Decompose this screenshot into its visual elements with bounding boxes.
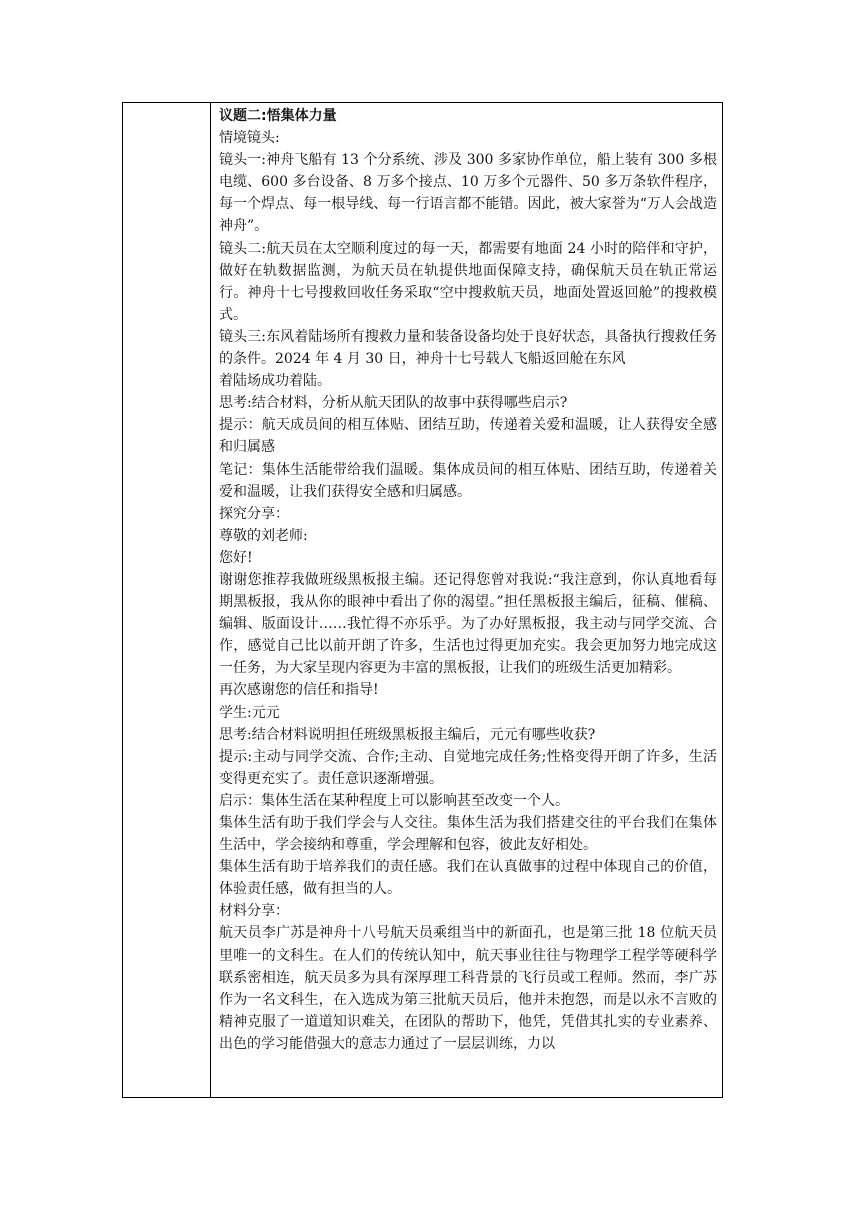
paragraph: 着陆场成功着陆。 [219,373,331,390]
paragraph: 笔记：集体生活能带给我们温暖。集体成员间的相互体贴、团结互助，传递着关爱和温暖，让我们获得安全感和归属感。 [219,461,717,500]
content-cell [219,105,717,1095]
paragraph: 提示：航天成员间的相互体贴、团结互助，传递着关爱和温暖，让人获得安全感和归属感 [219,417,717,456]
left-column-cell [123,103,211,1097]
paragraph: 航天员李广苏是神舟十八号航天员乘组当中的新面孔，也是第三批 18 位航天员里唯一的文科生。在人们的传统认知中，航天事业往往与物理学工程学等硬科学联系密相连，航天员多为具有深厚理工科背景的飞行员或工程师。然而，李广苏作为一名文科生，在入选成为第三批航天员后，他并未抱怨，而是以永不言败的精神克服了一道道知识难关，在团队的帮助下，他凭，凭借其扎实的专业素养、出色的学习能借强大的意志力通过了一层层训练，力以 [219,925,717,1052]
paragraph: 提示:主动与同学交流、合作;主动、自觉地完成任务;性格变得开朗了许多，生活变得更充实了。责任意识逐渐增强。 [219,748,717,787]
paragraph: 探究分享： [219,505,289,522]
paragraph: 尊敬的刘老师: [219,527,308,544]
paragraph: 再次感谢您的信任和指导! [219,682,379,699]
paragraph: 镜头三:东风着陆场所有搜救力量和装备设备均处于良好状态，具备执行搜救任务的条件。2024 年 4 月 30 日，神舟十七号载人飞船返回舱在东风 [219,328,717,368]
letter-signature: 学生:元元 [219,704,280,721]
paragraph: 思考:结合材料说明担任班级黑板报主编后，元元有哪些收获? [219,726,596,743]
paragraph: 集体生活有助于我们学会与人交往。集体生活为我们搭建交往的平台我们在集体生活中，学会接纳和尊重，学会理解和包容，彼此友好相处。 [219,815,717,854]
paragraph: 材料分享： [219,903,289,920]
paragraph: 镜头一:神舟飞船有 13 个分系统、涉及 300 多家协作单位，船上装有 300 多根电缆、600 多台设备、8 万多个接点、10 万多个元器件、50 多万条软件程序，每一个焊点、每一根导线、每一行语言都不能错。因此，被大家誉为“万人会战造神舟”。 [219,152,717,235]
paragraph: 情境镜头: [219,130,280,147]
paragraph: 启示：集体生活在某种程度上可以影响甚至改变一个人。 [219,792,569,809]
paragraph: 您好! [219,549,253,566]
section-title: 议题二:悟集体力量 [219,108,337,124]
paragraph: 思考:结合材料，分析从航天团队的故事中获得哪些启示? [219,395,568,412]
paragraph: 集体生活有助于培养我们的责任感。我们在认真做事的过程中体现自己的价值，体验责任感，做有担当的人。 [219,859,717,898]
lesson-table [122,102,723,1098]
paragraph: 镜头二:航天员在太空顺利度过的每一天，都需要有地面 24 小时的陪伴和守护，做好在轨数据监测，为航天员在轨提供地面保障支持，确保航天员在轨正常运行。神舟十七号搜救回收任务采取“空中搜救航天员，地面处置返回舱”的搜救模式。 [219,240,717,323]
paragraph: 谢谢您推荐我做班级黑板报主编。还记得您曾对我说:“我注意到，你认真地看每期黑板报，我从你的眼神中看出了你的渴望。”担任黑板报主编后，征稿、催稿、编辑、版面设计……我忙得不亦乐乎。为了办好黑板报，我主动与同学交流、合作，感觉自己比以前开朗了许多，生活也过得更加充实。我会更加努力地完成这一任务，为大家呈现内容更为丰富的黑板报，让我们的班级生活更加精彩。 [219,571,717,677]
